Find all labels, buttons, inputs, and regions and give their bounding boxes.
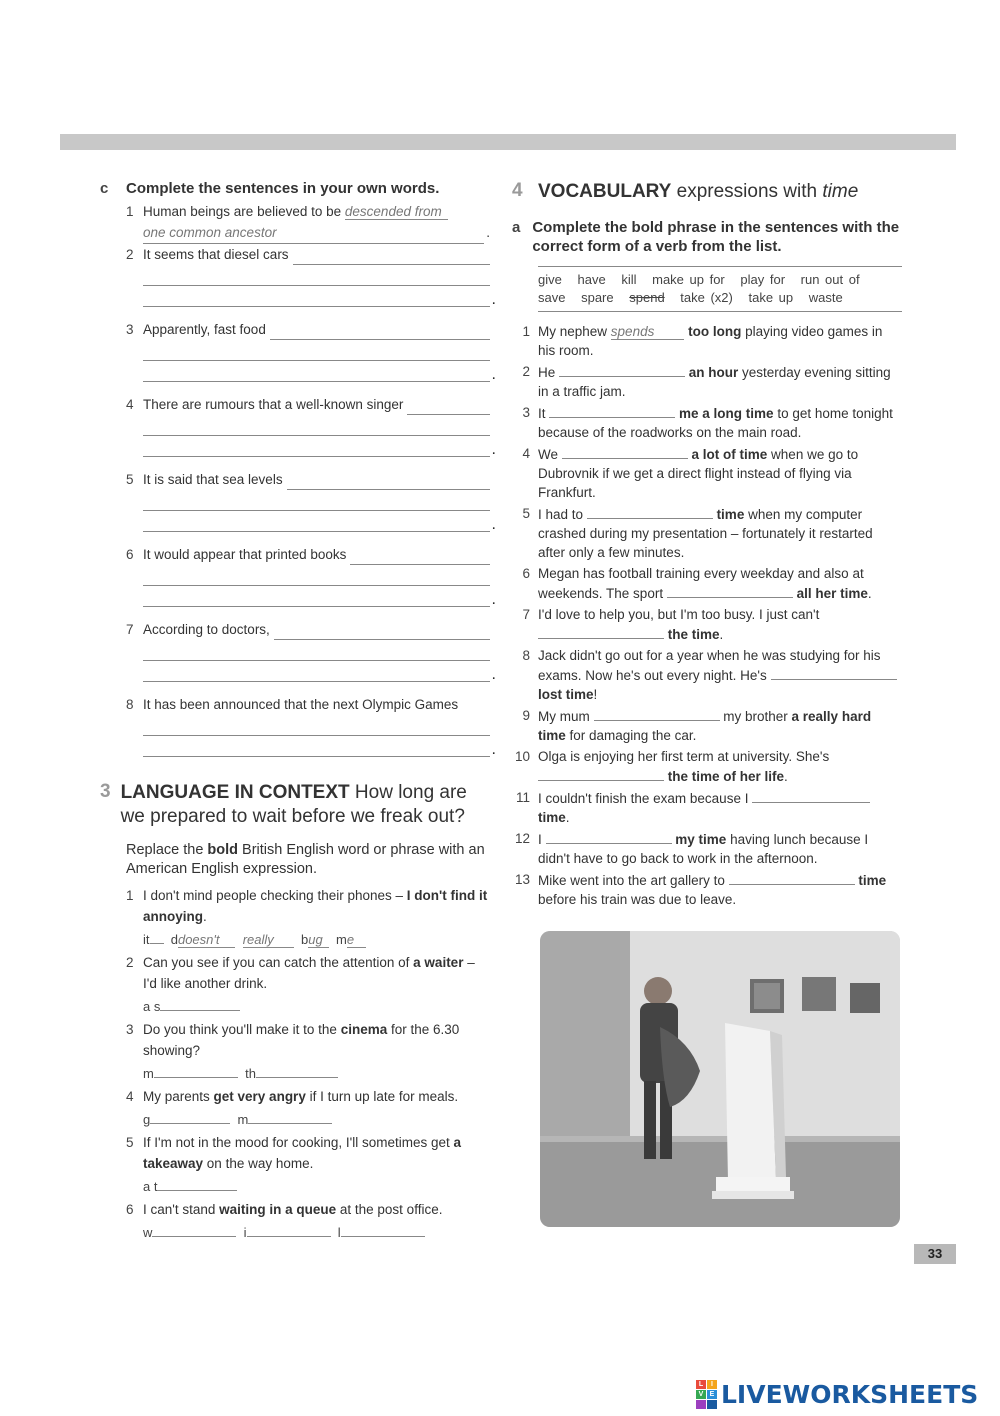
item-text: Jack didn't go out for a year when he was studying for his exams. Now he's out every night. He's (538, 648, 881, 683)
hint-text: w (143, 1225, 153, 1240)
list-item (512, 504, 902, 562)
section-4-heading (512, 180, 902, 204)
item-number: 10 (514, 749, 530, 764)
list-item (512, 646, 902, 704)
section-4-title-italic: time (822, 181, 859, 202)
hint-text: th (245, 1066, 256, 1081)
word-list-row (538, 271, 902, 289)
answer-input[interactable] (729, 870, 855, 885)
item-text: . (867, 586, 872, 601)
answer-input[interactable] (594, 706, 720, 721)
instruction-bold: bold (631, 219, 664, 236)
answer-input[interactable] (143, 340, 490, 361)
item-bold: time (858, 873, 887, 888)
item-text: If I'm not in the mood for cooking, I'll sometimes get (143, 1135, 454, 1150)
item-text: . (203, 909, 207, 924)
list-item (126, 319, 490, 382)
word-item: make up for (652, 272, 725, 287)
item-number: 4 (126, 1089, 134, 1104)
instruction-text: British English word or phrase with an American English expression. (126, 842, 485, 877)
item-number: 6 (126, 547, 134, 562)
list-item (512, 747, 902, 786)
answer-input[interactable] (152, 1222, 236, 1237)
answer-input[interactable] (549, 403, 675, 418)
item-bold: the time (667, 627, 720, 642)
item-bold: an hour (688, 365, 739, 380)
item-bold: get very angry (213, 1089, 306, 1104)
section-c-instruction: Complete the sentences in your own words. (126, 180, 440, 197)
answer-input[interactable] (752, 788, 870, 803)
item-text: I had to (538, 507, 587, 522)
section-3-heading (100, 781, 490, 829)
item-number: 4 (522, 446, 530, 461)
item-number: 5 (522, 506, 530, 521)
word-item: take up (748, 290, 794, 305)
item-text: Megan has football training every weekday and also at weekends. The sport (538, 566, 864, 601)
item-bold: lost time (538, 687, 594, 702)
hint-text: a t (143, 1179, 158, 1194)
hint-line (143, 1222, 490, 1243)
item-text: – I'd like another drink. (143, 955, 475, 991)
word-item: take (x2) (680, 290, 733, 305)
word-item: play for (740, 272, 786, 287)
word-list-box (538, 266, 902, 312)
section-c-letter: c (100, 180, 109, 197)
hint-line (143, 929, 490, 950)
list-item (126, 244, 490, 307)
item-number: 12 (514, 831, 530, 846)
item-number: 2 (126, 247, 134, 262)
item-number: 8 (126, 697, 134, 712)
list-item (512, 444, 902, 502)
item-text: Human beings are believed to be (143, 204, 342, 219)
answer-input[interactable] (559, 362, 685, 377)
item-bold: a lot of time (691, 447, 768, 462)
item-text: My nephew (538, 324, 611, 339)
item-number: 13 (514, 872, 530, 887)
section-3-title-bold: LANGUAGE IN CONTEXT (120, 782, 350, 803)
answer-input[interactable] (538, 624, 664, 639)
list-item (512, 788, 902, 827)
item-text: Can you see if you can catch the attention of (143, 955, 414, 970)
list-item (512, 322, 902, 360)
list-item (126, 952, 490, 1017)
item-text: It would appear that printed books (143, 547, 347, 562)
hint-text: it (143, 932, 150, 947)
item-bold: all her time (796, 586, 868, 601)
logo-block: V (696, 1390, 706, 1399)
word-item: run out of (800, 272, 860, 287)
item-text: My parents (143, 1089, 214, 1104)
item-text: if I turn up late for meals. (305, 1089, 459, 1104)
section-4-title: expressions with (676, 181, 818, 202)
item-text: my brother (719, 709, 792, 724)
answer-input[interactable] (247, 1222, 331, 1237)
word-item: spare (581, 290, 614, 305)
logo-block (707, 1400, 717, 1409)
section-4-number: 4 (512, 180, 523, 201)
answer-input[interactable] (562, 444, 688, 459)
word-item: give (538, 272, 562, 287)
instruction-bold: bold (207, 842, 239, 858)
answer-input[interactable] (143, 265, 490, 286)
item-number: 11 (515, 790, 530, 805)
hint-text: i (243, 1225, 247, 1240)
list-item (126, 544, 490, 607)
item-text: Olga is enjoying her first term at university. She's (538, 749, 830, 764)
item-bold: a takeaway (143, 1135, 462, 1171)
hint-text: g (143, 1112, 151, 1127)
word-item: have (577, 272, 606, 287)
hint-text: a s (143, 999, 161, 1014)
answer-input[interactable] (274, 619, 490, 640)
answer-input[interactable] (143, 286, 490, 307)
answer-input[interactable]: one common ancestor (143, 225, 277, 240)
liveworksheets-logo (696, 1380, 978, 1408)
answer-input[interactable] (407, 394, 490, 415)
item-number: 7 (522, 607, 530, 622)
item-number: 1 (522, 324, 530, 339)
item-number: 8 (522, 648, 530, 663)
item-bold: too long (688, 324, 742, 339)
right-column (512, 180, 902, 911)
item-number: 6 (126, 1202, 134, 1217)
item-text: It seems that diesel cars (143, 247, 289, 262)
item-number: 2 (522, 364, 530, 379)
page-number: 33 (914, 1244, 956, 1264)
answer-input[interactable] (771, 665, 897, 680)
item-number: 9 (522, 708, 530, 723)
item-text: when my computer crashed during my presentation – fortunately it restarted after only a few minutes. (538, 507, 873, 560)
item-text: Apparently, fast food (143, 322, 266, 337)
item-text: before his train was due to leave. (538, 892, 737, 907)
item-text: . (719, 627, 724, 642)
list-item (126, 1132, 490, 1197)
answer-input[interactable] (150, 1109, 230, 1124)
list-item (126, 619, 490, 682)
item-number: 5 (126, 1135, 134, 1150)
hint-line (143, 1109, 490, 1130)
section-4-list (512, 322, 902, 909)
list-item (126, 1199, 490, 1243)
item-bold: waiting in a queue (219, 1202, 337, 1217)
item-number: 5 (126, 472, 134, 487)
section-3-list (126, 885, 490, 1243)
answer-input[interactable] (143, 436, 490, 457)
item-number: 6 (522, 566, 530, 581)
answer-input[interactable]: descended from (345, 204, 448, 220)
section-3-title: How long are we prepared to wait before we freak out? (120, 782, 467, 827)
word-item: save (538, 290, 566, 305)
answer-input[interactable] (341, 1222, 425, 1237)
item-text: ! (593, 687, 598, 702)
gallery-scene-illustration (540, 931, 900, 1227)
item-bold: me a long time (679, 406, 774, 421)
word-item-used: spend (629, 290, 665, 305)
answer-input[interactable] (248, 1109, 332, 1124)
list-item (126, 394, 490, 457)
section-4a-heading (512, 218, 902, 256)
answer-input[interactable] (538, 766, 664, 781)
item-text: I'd love to help you, but I'm too busy. I just can't (538, 607, 820, 622)
gallery-photo (540, 931, 900, 1227)
hint-text: m (335, 932, 347, 947)
item-text: for the 6.30 showing? (143, 1022, 460, 1058)
logo-blocks-icon (696, 1380, 717, 1409)
section-4-title-bold: VOCABULARY (538, 181, 672, 202)
answer-input[interactable] (270, 319, 490, 340)
item-number: 3 (126, 322, 134, 337)
list-item (126, 694, 490, 757)
list-item (126, 1086, 490, 1130)
answer-input[interactable] (287, 469, 490, 490)
answer-input[interactable] (350, 544, 490, 565)
item-text: My mum (538, 709, 594, 724)
item-text: for damaging the car. (565, 728, 697, 743)
logo-block: E (707, 1390, 717, 1399)
list-item (512, 706, 902, 745)
item-text: Mike went into the art gallery to (538, 873, 729, 888)
instruction-text: Replace the (126, 842, 208, 858)
left-column (100, 180, 490, 1245)
header-bar (60, 134, 956, 150)
item-bold: time (538, 810, 566, 825)
list-item: 1 Human beings are believed to be descended from one common ancestor . (126, 201, 490, 244)
list-item (126, 885, 490, 950)
answer-input[interactable] (546, 829, 672, 844)
list-item (126, 469, 490, 532)
logo-block (696, 1400, 706, 1409)
item-text: It has been announced that the next Olympic Games (143, 697, 459, 712)
hint-text: m (143, 1066, 154, 1081)
hint-text: d (170, 932, 178, 947)
item-text: . (784, 769, 788, 784)
item-number: 4 (126, 397, 134, 412)
item-text: Do you think you'll make it to the (143, 1022, 341, 1037)
answer-input[interactable]: doesn't (178, 932, 236, 948)
answer-input[interactable]: ug (308, 932, 328, 948)
list-item (512, 870, 902, 909)
answer-input[interactable] (150, 929, 164, 944)
answer-input[interactable] (154, 1063, 238, 1078)
item-number: 3 (522, 405, 530, 420)
hint-text: m (237, 1112, 249, 1127)
item-bold: a really hard time (538, 709, 872, 743)
item-bold: time (716, 507, 745, 522)
answer-input[interactable] (667, 583, 793, 598)
answer-input[interactable]: spends (611, 324, 685, 340)
list-item (512, 564, 902, 603)
answer-input[interactable] (143, 490, 490, 511)
answer-input[interactable] (143, 640, 490, 661)
item-text: having lunch because I didn't have to go back to work in the afternoon. (538, 832, 869, 866)
answer-input[interactable] (143, 415, 490, 436)
section-4a-letter: a (512, 219, 521, 236)
answer-input[interactable] (143, 586, 490, 607)
hint-line (143, 1063, 490, 1084)
item-number: 1 (126, 204, 134, 219)
item-text: There are rumours that a well-known singer (143, 397, 404, 412)
answer-input[interactable] (293, 244, 490, 265)
section-3-instruction (126, 841, 490, 879)
item-bold: cinema (340, 1022, 388, 1037)
item-text: I don't mind people checking their phones – (143, 888, 407, 903)
logo-block: L (696, 1380, 706, 1389)
answer-input[interactable] (143, 565, 490, 586)
section-3-number: 3 (100, 781, 111, 802)
item-text: on the way home. (203, 1156, 314, 1171)
instruction-text: phrase in the sentences with the correct form of a verb from the list. (532, 219, 900, 255)
item-text: at the post office. (336, 1202, 443, 1217)
word-item: waste (808, 290, 843, 305)
item-text: I (538, 832, 546, 847)
item-text: yesterday evening sitting in a traffic jam. (538, 365, 891, 399)
item-text: to get home tonight because of the roadworks on the main road. (538, 406, 893, 440)
answer-input[interactable] (143, 661, 490, 682)
hint-text: b (301, 932, 309, 947)
list-item (512, 829, 902, 868)
instruction-text: Complete the (532, 219, 632, 236)
item-bold: the time of her life (667, 769, 785, 784)
answer-input[interactable] (587, 504, 713, 519)
hint-line (143, 1176, 490, 1197)
answer-input[interactable] (143, 715, 490, 736)
item-text: . (565, 810, 570, 825)
answer-input[interactable] (143, 511, 490, 532)
answer-input[interactable]: really (243, 932, 294, 948)
item-text: I couldn't finish the exam because I (538, 791, 753, 806)
answer-input[interactable] (160, 996, 240, 1011)
section-c-list (126, 201, 490, 757)
item-bold: a waiter (413, 955, 464, 970)
item-text: playing video games in his room. (538, 324, 883, 358)
answer-input[interactable] (157, 1176, 237, 1191)
word-item: kill (621, 272, 637, 287)
hint-text: l (337, 1225, 341, 1240)
item-text: I can't stand (143, 1202, 220, 1217)
item-number: 7 (126, 622, 134, 637)
item-text: We (538, 447, 562, 462)
item-number: 3 (126, 1022, 134, 1037)
logo-block: I (707, 1380, 717, 1389)
item-text: when we go to Dubrovnik if we get a direct flight instead of flying via Frankfurt. (538, 447, 859, 500)
item-bold: my time (675, 832, 727, 847)
list-item (512, 403, 902, 442)
logo-text: LIVEWORKSHEETS (721, 1379, 979, 1409)
word-list-row (538, 289, 902, 307)
answer-input[interactable] (143, 736, 490, 757)
item-text: It (538, 406, 550, 421)
item-text: He (538, 365, 560, 380)
item-bold: I don't find it annoying (143, 888, 488, 924)
item-text: It is said that sea levels (143, 472, 283, 487)
section-c-heading (100, 180, 490, 197)
list-item (126, 1019, 490, 1084)
answer-input[interactable] (143, 361, 490, 382)
list-item (512, 605, 902, 644)
item-number: 2 (126, 955, 134, 970)
answer-input[interactable]: e (347, 932, 366, 948)
item-number: 1 (126, 888, 134, 903)
list-item (512, 362, 902, 401)
hint-line (143, 996, 490, 1017)
answer-input[interactable] (256, 1063, 338, 1078)
item-text: According to doctors, (143, 622, 270, 637)
